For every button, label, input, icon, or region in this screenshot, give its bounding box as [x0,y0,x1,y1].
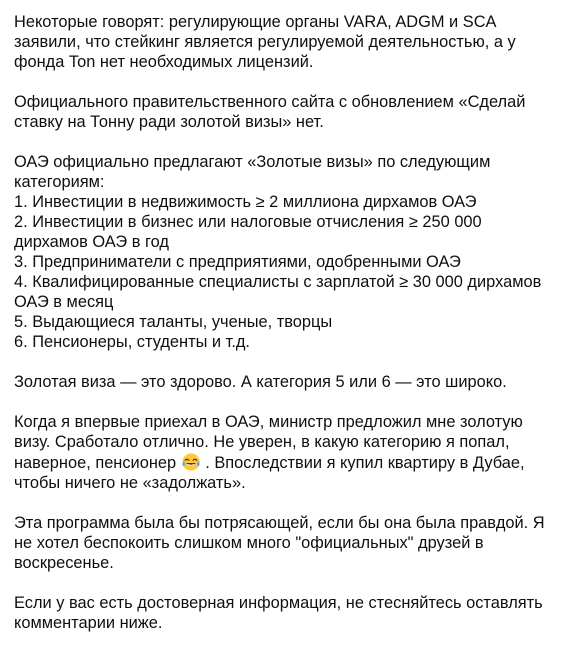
text-line: визу. Сработало отлично. Не уверен, в какую категорию я попал, [14,433,510,451]
text-line: Некоторые говорят: регулирующие органы VARA, ADGM и SCA [14,13,497,31]
text-line: Если у вас есть достоверная информация, не стесняйтесь оставлять [14,594,543,612]
paragraph-official-site [14,92,568,132]
text-line: Золотая виза — это здорово. А категория 5 или 6 — это широко. [14,373,507,391]
list-item: 2. Инвестиции в бизнес или налоговые отчисления ≥ 250 000 [14,213,482,231]
text-line: ОАЭ официально предлагают «Золотые визы» по следующим [14,153,491,171]
list-item: 1. Инвестиции в недвижимость ≥ 2 миллиона дирхамов ОАЭ [14,193,477,211]
text-line: заявили, что стейкинг является регулируемой деятельностью, а у [14,33,516,51]
paragraph-golden-visa-comment [14,372,568,392]
text-line: комментарии ниже. [14,614,163,632]
paragraph-call-to-comment [14,593,568,633]
text-line: воскресенье. [14,554,114,572]
list-item: 4. Квалифицированные специалисты с зарплатой ≥ 30 000 дирхамов [14,273,542,291]
text-segment: наверное, пенсионер [14,454,181,472]
text-segment: . Впоследствии я купил квартиру в Дубае, [200,454,525,472]
text-line: Официального правительственного сайта с обновлением «Сделай [14,93,526,111]
list-item: 5. Выдающиеся таланты, ученые, творцы [14,313,333,331]
text-line: не хотел беспокоить слишком много "официальных" друзей в [14,534,484,552]
text-line: Когда я впервые приехал в ОАЭ, министр предложил мне золотую [14,413,523,431]
list-item-continuation: дирхамов ОАЭ в год [14,233,169,251]
paragraph-visa-categories [14,152,568,352]
text-line: чтобы ничего не «задолжать». [14,474,246,492]
text-line: Эта программа была бы потрясающей, если бы она была правдой. Я [14,514,545,532]
text-line: категориям: [14,173,105,191]
paragraph-personal-story [14,412,568,493]
paragraph-program-opinion [14,513,568,573]
list-item-continuation: ОАЭ в месяц [14,293,114,311]
text-line: ставку на Тонну ради золотой визы» нет. [14,113,324,131]
list-item: 3. Предприниматели с предприятиями, одобренными ОАЭ [14,253,461,271]
text-line: фонда Ton нет необходимых лицензий. [14,53,314,71]
face-with-tears-of-joy-icon [181,452,201,472]
text-line [14,452,568,473]
list-item: 6. Пенсионеры, студенты и т.д. [14,333,250,351]
paragraph-regulators [14,12,568,72]
